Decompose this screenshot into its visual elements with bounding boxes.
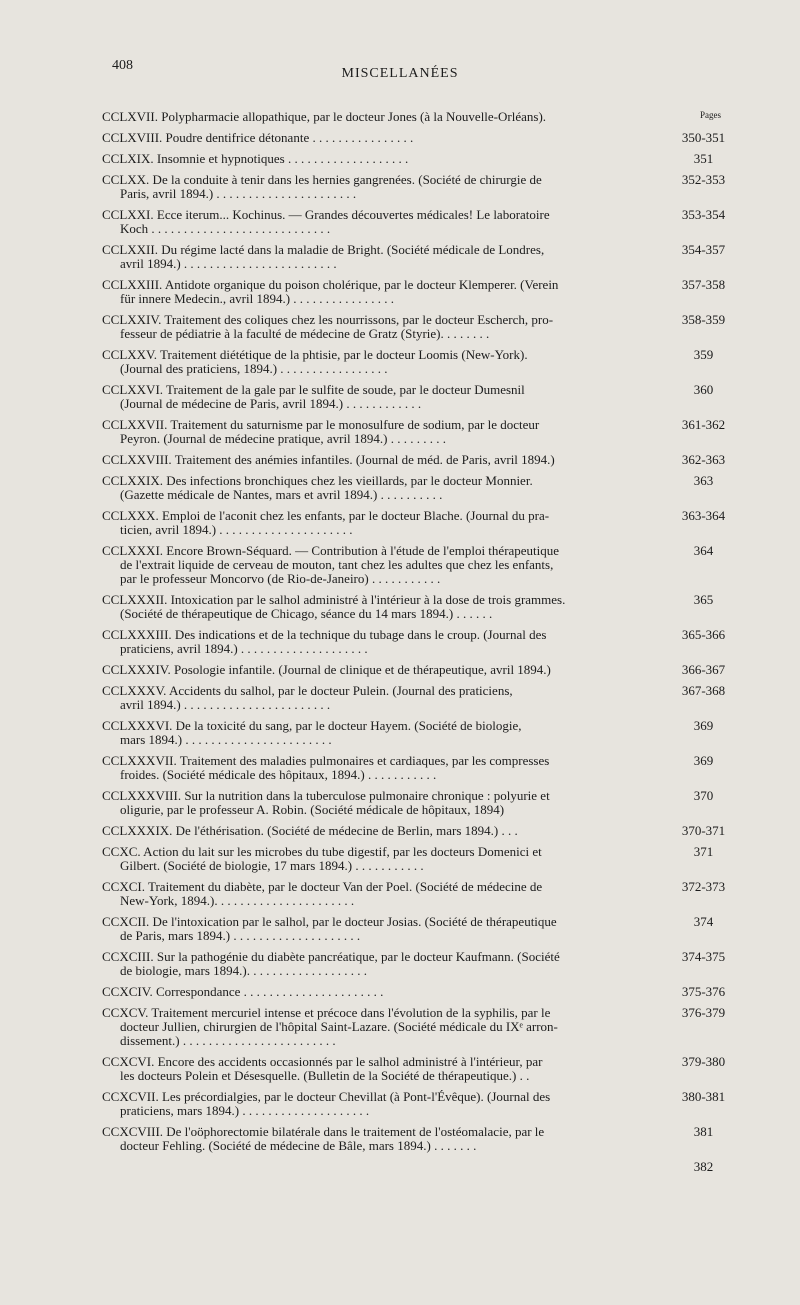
entry-text [102,208,657,236]
toc-entry [102,824,732,838]
toc-entry [102,110,732,124]
entry-line: de Paris, mars 1894.) . . . . . . . . . . . . . . . . . . . . [120,928,361,943]
entry-line: CCXCVII. Les précordialgies, par le docteur Chevillat (à Pont-l'Évêque). (Journal des [102,1089,551,1104]
entry-text [102,985,657,999]
entry-line: CCLXXXVII. Traitement des maladies pulmonaires et cardiaques, par les compresses [102,753,550,768]
toc-entry [102,754,732,782]
toc-entry [102,418,732,446]
toc-entry [102,628,732,656]
toc-entry [102,383,732,411]
entry-line: les docteurs Polein et Désesquelle. (Bulletin de la Société de thérapeutique.) . . [120,1068,530,1083]
toc-entry [102,173,732,201]
entry-line: (Journal de médecine de Paris, avril 1894.) . . . . . . . . . . . . [120,396,422,411]
entry-text [102,950,657,978]
entry-line: CCLXXXIII. Des indications et de la technique du tubage dans le croup. (Journal des [102,627,547,642]
entry-pages: 365 [693,592,714,607]
entry-line: CCXCV. Traitement mercuriel intense et précoce dans l'évolution de la syphilis, par le [102,1005,551,1020]
entry-pages: 370 [693,788,714,803]
entry-line: CCXCIV. Correspondance . . . . . . . . . . . . . . . . . . . . . . [102,984,384,999]
entry-pages: 360 [693,382,714,397]
entry-line: Gilbert. (Société de biologie, 17 mars 1894.) . . . . . . . . . . . [120,858,424,873]
toc-entry [102,313,732,341]
toc-entry [102,509,732,537]
entry-pages: 350-351 [681,130,726,145]
entry-text [102,628,657,656]
toc-entry [102,880,732,908]
entry-text [102,418,657,446]
entry-text [102,110,657,124]
toc-entry [102,915,732,943]
entry-pages: 380-381 [681,1089,726,1104]
toc-entry [102,474,732,502]
entry-line: CCLXXXVI. De la toxicité du sang, par le docteur Hayem. (Société de biologie, [102,718,522,733]
entry-text [102,152,657,166]
toc-entry [102,1006,732,1048]
entry-pages: 371 [693,844,714,859]
entry-line: CCLXXXI. Encore Brown-Séquard. — Contribution à l'étude de l'emploi thérapeutique [102,543,560,558]
entry-text [102,845,657,873]
entry-line: oligurie, par le professeur A. Robin. (Société médicale de hôpitaux, 1894) [120,802,505,817]
entry-line: (Journal des praticiens, 1894.) . . . . . . . . . . . . . . . . . [120,361,388,376]
toc-entry [102,152,732,166]
entry-pages: 375-376 [681,984,726,999]
entry-line: fesseur de pédiatrie à la faculté de médecine de Gratz (Styrie). . . . . . . . [120,326,490,341]
entry-pages: 363-364 [681,508,726,523]
entry-pages: 352-353 [681,172,726,187]
entry-text [102,131,657,145]
toc-entry [102,1090,732,1118]
entry-pages: 354-357 [681,242,726,257]
entry-line: docteur Jullien, chirurgien de l'hôpital Saint-Lazare. (Société médicale du IXᵉ arron- [120,1019,558,1034]
entry-line: CCLXVII. Polypharmacie allopathique, par le docteur Jones (à la Nouvelle-Orléans). [102,109,547,124]
entry-line: CCLXXXII. Intoxication par le salhol administré à l'intérieur à la dose de trois grammes. [102,592,566,607]
entry-line: CCLXXII. Du régime lacté dans la maladie de Bright. (Société médicale de Londres, [102,242,545,257]
pages-column-label: Pages [700,110,721,120]
toc-entry [102,348,732,376]
entry-line: CCLXVIII. Poudre dentifrice détonante . . . . . . . . . . . . . . . . [102,130,414,145]
entry-line: de biologie, mars 1894.). . . . . . . . . . . . . . . . . . . [120,963,367,978]
entry-line: Koch . . . . . . . . . . . . . . . . . . . . . . . . . . . . [120,221,331,236]
running-head: MISCELLANÉES [341,66,459,81]
entry-text [102,880,657,908]
entry-text [102,789,657,817]
entry-line: CCLXXIX. Des infections bronchiques chez les vieillards, par le docteur Monnier. [102,473,533,488]
entry-line: CCLXXXIV. Posologie infantile. (Journal de clinique et de thérapeutique, avril 1894.) [102,662,551,677]
entry-text [102,348,657,376]
entry-line: CCLXXV. Traitement diététique de la phtisie, par le docteur Loomis (New-York). [102,347,528,362]
entry-line: CCLXXI. Ecce iterum... Kochinus. — Grandes découvertes médicales! Le laboratoire [102,207,550,222]
toc-entry [102,131,732,145]
entry-pages: 379-380 [681,1054,726,1069]
entry-text [102,824,657,838]
entry-pages: 353-354 [681,207,726,222]
entry-pages: 376-379 [681,1005,726,1020]
entry-text [102,1055,657,1083]
entry-line: par le professeur Moncorvo (de Rio-de-Janeiro) . . . . . . . . . . . [120,571,441,586]
entry-line: (Gazette médicale de Nantes, mars et avril 1894.) . . . . . . . . . . [120,487,443,502]
entry-line: docteur Fehling. (Société de médecine de Bâle, mars 1894.) . . . . . . . [120,1138,477,1153]
toc-entry [102,985,732,999]
toc-entry [102,719,732,747]
entry-line: CCXC. Action du lait sur les microbes du tube digestif, par les docteurs Domenici et [102,844,542,859]
toc-entry [102,663,732,677]
entry-line: CCXCIII. Sur la pathogénie du diabète pancréatique, par le docteur Kaufmann. (Société [102,949,560,964]
entry-line: für innere Medecin., avril 1894.) . . . . . . . . . . . . . . . . [120,291,395,306]
toc-entry [102,1125,732,1153]
entry-pages: 369 [693,753,714,768]
entry-pages: 351 [693,151,714,166]
entry-pages: 367-368 [681,683,726,698]
toc-entry [102,208,732,236]
entry-line: CCLXXX. Emploi de l'aconit chez les enfants, par le docteur Blache. (Journal du pra- [102,508,550,523]
entry-pages: 370-371 [681,823,726,838]
entry-line: CCXCVIII. De l'oöphorectomie bilatérale dans le traitement de l'ostéomalacie, par le [102,1124,545,1139]
entry-line: avril 1894.) . . . . . . . . . . . . . . . . . . . . . . . [120,697,331,712]
entry-text [102,313,657,341]
entry-line: Peyron. (Journal de médecine pratique, avril 1894.) . . . . . . . . . [120,431,446,446]
entry-text [102,278,657,306]
entry-pages: 363 [693,473,714,488]
entry-text [102,173,657,201]
entry-line: ticien, avril 1894.) . . . . . . . . . . . . . . . . . . . . . [120,522,353,537]
entry-text [102,754,657,782]
entry-pages: 366-367 [681,662,726,677]
entry-text [102,593,657,621]
toc-entry [102,453,732,467]
entry-pages: 359 [693,347,714,362]
entry-line: praticiens, mars 1894.) . . . . . . . . . . . . . . . . . . . . [120,1103,370,1118]
toc-entry [102,593,732,621]
entry-line: avril 1894.) . . . . . . . . . . . . . . . . . . . . . . . . [120,256,337,271]
entry-line: praticiens, avril 1894.) . . . . . . . . . . . . . . . . . . . . [120,641,368,656]
entry-line: CCLXXIII. Antidote organique du poison cholérique, par le docteur Klemperer. (Verein [102,277,559,292]
entry-line: CCLXXXVIII. Sur la nutrition dans la tuberculose pulmonaire chronique : polyurie et [102,788,550,803]
entry-line: Paris, avril 1894.) . . . . . . . . . . . . . . . . . . . . . . [120,186,357,201]
entry-text [102,915,657,943]
entry-pages: 357-358 [681,277,726,292]
entry-line: (Société de thérapeutique de Chicago, séance du 14 mars 1894.) . . . . . . [120,606,493,621]
entry-text [102,383,657,411]
toc-entry [102,789,732,817]
entry-pages: 361-362 [681,417,726,432]
toc-entry [102,845,732,873]
entry-text [102,509,657,537]
entry-text [102,474,657,502]
entry-pages: 362-363 [681,452,726,467]
entry-line: CCLXIX. Insomnie et hypnotiques . . . . . . . . . . . . . . . . . . . [102,151,409,166]
entry-text [102,1125,657,1153]
entry-line: CCXCVI. Encore des accidents occasionnés par le salhol administré à l'intérieur, par [102,1054,543,1069]
toc-entry [102,1055,732,1083]
entry-text [102,453,657,467]
entry-line: CCLXXVIII. Traitement des anémies infantiles. (Journal de méd. de Paris, avril 1894.) [102,452,555,467]
entry-pages: 372-373 [681,879,726,894]
entry-line: CCLXXIV. Traitement des coliques chez les nourrissons, par le docteur Escherch, pro- [102,312,554,327]
entry-line: CCXCII. De l'intoxication par le salhol, par le docteur Josias. (Société de thérapeutique [102,914,557,929]
entry-line: mars 1894.) . . . . . . . . . . . . . . . . . . . . . . . [120,732,332,747]
entry-text [102,684,657,712]
entry-text [102,663,657,677]
toc-entry [102,684,732,712]
entry-line: froides. (Société médicale des hôpitaux, 1894.) . . . . . . . . . . . [120,767,437,782]
entry-pages: 365-366 [681,627,726,642]
toc-entry [102,950,732,978]
entry-line: CCLXX. De la conduite à tenir dans les hernies gangrenées. (Société de chirurgie de [102,172,542,187]
entry-line: CCLXXVII. Traitement du saturnisme par le monosulfure de sodium, par le docteur [102,417,540,432]
entry-pages: 364 [693,543,714,558]
entry-line: CCXCI. Traitement du diabète, par le docteur Van der Poel. (Société de médecine de [102,879,543,894]
toc-entry [102,544,732,586]
entry-line: dissement.) . . . . . . . . . . . . . . . . . . . . . . . . [120,1033,336,1048]
page-number: 408 [112,58,133,73]
table-of-contents [102,109,732,1174]
entry-pages: 374-375 [681,949,726,964]
entry-text [102,719,657,747]
entry-pages: 382 [693,1159,714,1174]
entry-pages: 369 [693,718,714,733]
entry-line: CCLXXVI. Traitement de la gale par le sulfite de soude, par le docteur Dumesnil [102,382,525,397]
entry-line: New-York, 1894.). . . . . . . . . . . . . . . . . . . . . . [120,893,355,908]
entry-line: CCLXXXV. Accidents du salhol, par le docteur Pulein. (Journal des praticiens, [102,683,513,698]
entry-line: CCLXXXIX. De l'éthérisation. (Société de médecine de Berlin, mars 1894.) . . . [102,823,518,838]
entry-text [102,243,657,271]
entry-pages: 381 [693,1124,714,1139]
entry-line: de l'extrait liquide de cerveau de mouton, tant chez les adultes que chez les enfants, [120,557,554,572]
toc-entry [102,243,732,271]
entry-text [102,544,657,586]
entry-text [102,1090,657,1118]
entry-text [102,1006,657,1048]
entry-pages: 358-359 [681,312,726,327]
toc-entry [102,278,732,306]
entry-pages: 374 [693,914,714,929]
